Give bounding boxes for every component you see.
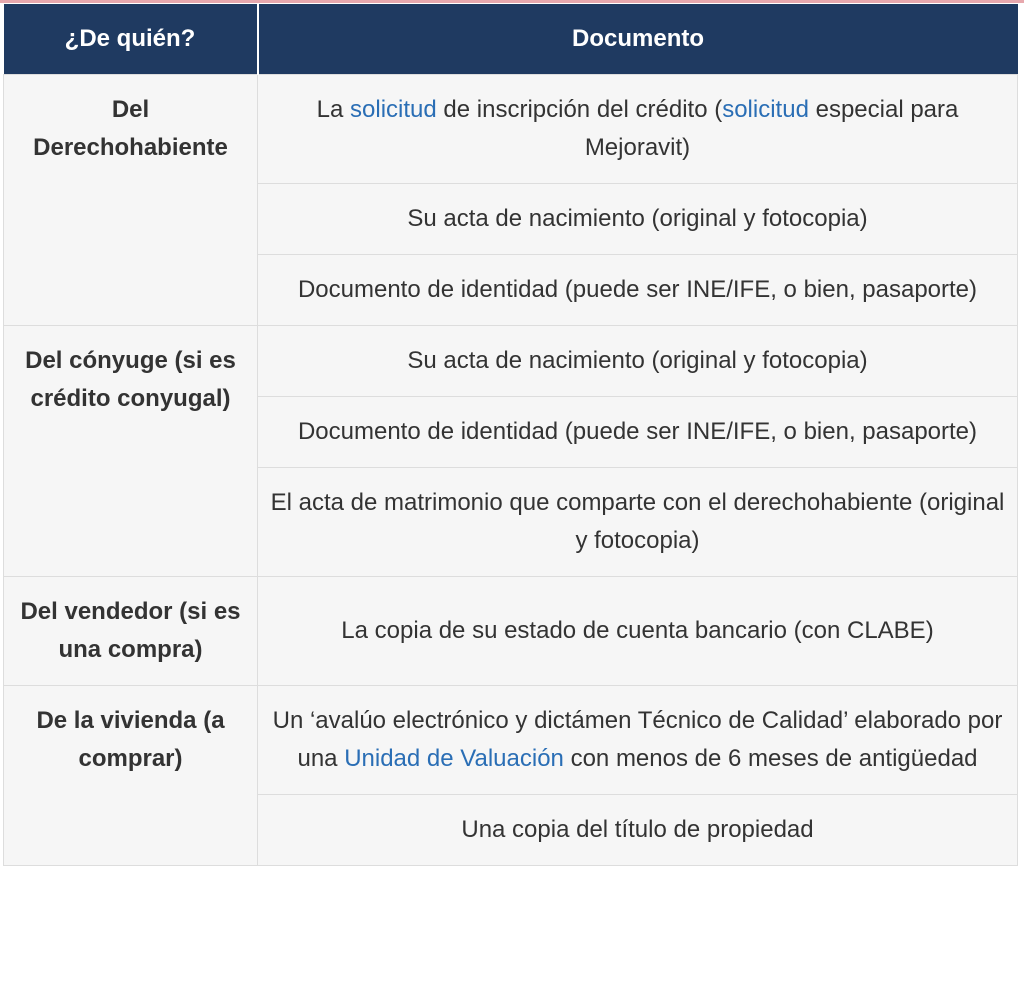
who-conyuge: Del cónyuge (si es crédito conyugal) bbox=[4, 326, 258, 577]
table-row bbox=[4, 75, 1018, 184]
table-row bbox=[4, 577, 1018, 686]
solicitud-link[interactable]: solicitud bbox=[350, 96, 437, 123]
who-vendedor: Del vendedor (si es una compra) bbox=[4, 577, 258, 686]
top-accent-bar bbox=[0, 0, 1024, 3]
doc-acta-matrimonio: El acta de matrimonio que comparte con el derechohabiente (original y fotocopia) bbox=[258, 468, 1018, 577]
solicitud-especial-link[interactable]: solicitud bbox=[722, 96, 809, 123]
doc-acta-nacimiento-conyuge: Su acta de nacimiento (original y fotocopia) bbox=[258, 326, 1018, 397]
doc-text: con menos de 6 meses de antigüedad bbox=[563, 745, 978, 772]
doc-acta-nacimiento: Su acta de nacimiento (original y fotocopia) bbox=[258, 184, 1018, 255]
doc-estado-cuenta: La copia de su estado de cuenta bancario (con CLABE) bbox=[258, 577, 1018, 686]
doc-text: de inscripción del crédito ( bbox=[436, 96, 723, 123]
doc-avaluo bbox=[258, 686, 1018, 795]
header-document: Documento bbox=[258, 4, 1018, 75]
doc-titulo-propiedad: Una copia del título de propiedad bbox=[258, 795, 1018, 866]
unidad-valuacion-link[interactable]: Unidad de Valuación bbox=[344, 745, 564, 772]
who-derechohabiente: Del Derechohabiente bbox=[4, 75, 258, 326]
doc-solicitud bbox=[258, 75, 1018, 184]
header-who: ¿De quién? bbox=[4, 4, 258, 75]
table-header-row bbox=[4, 4, 1018, 75]
table-row bbox=[4, 326, 1018, 397]
table-row bbox=[4, 686, 1018, 795]
doc-identidad: Documento de identidad (puede ser INE/IFE, o bien, pasaporte) bbox=[258, 255, 1018, 326]
doc-identidad-conyuge: Documento de identidad (puede ser INE/IFE, o bien, pasaporte) bbox=[258, 397, 1018, 468]
documents-table bbox=[3, 4, 1018, 866]
doc-text: Un ‘avalúo electrónico y dictámen Técnico de Calidad’ elaborado por una bbox=[272, 707, 1003, 772]
doc-text: especial para Mejoravit) bbox=[584, 96, 959, 161]
doc-text: La bbox=[316, 96, 351, 123]
who-vivienda: De la vivienda (a comprar) bbox=[4, 686, 258, 866]
